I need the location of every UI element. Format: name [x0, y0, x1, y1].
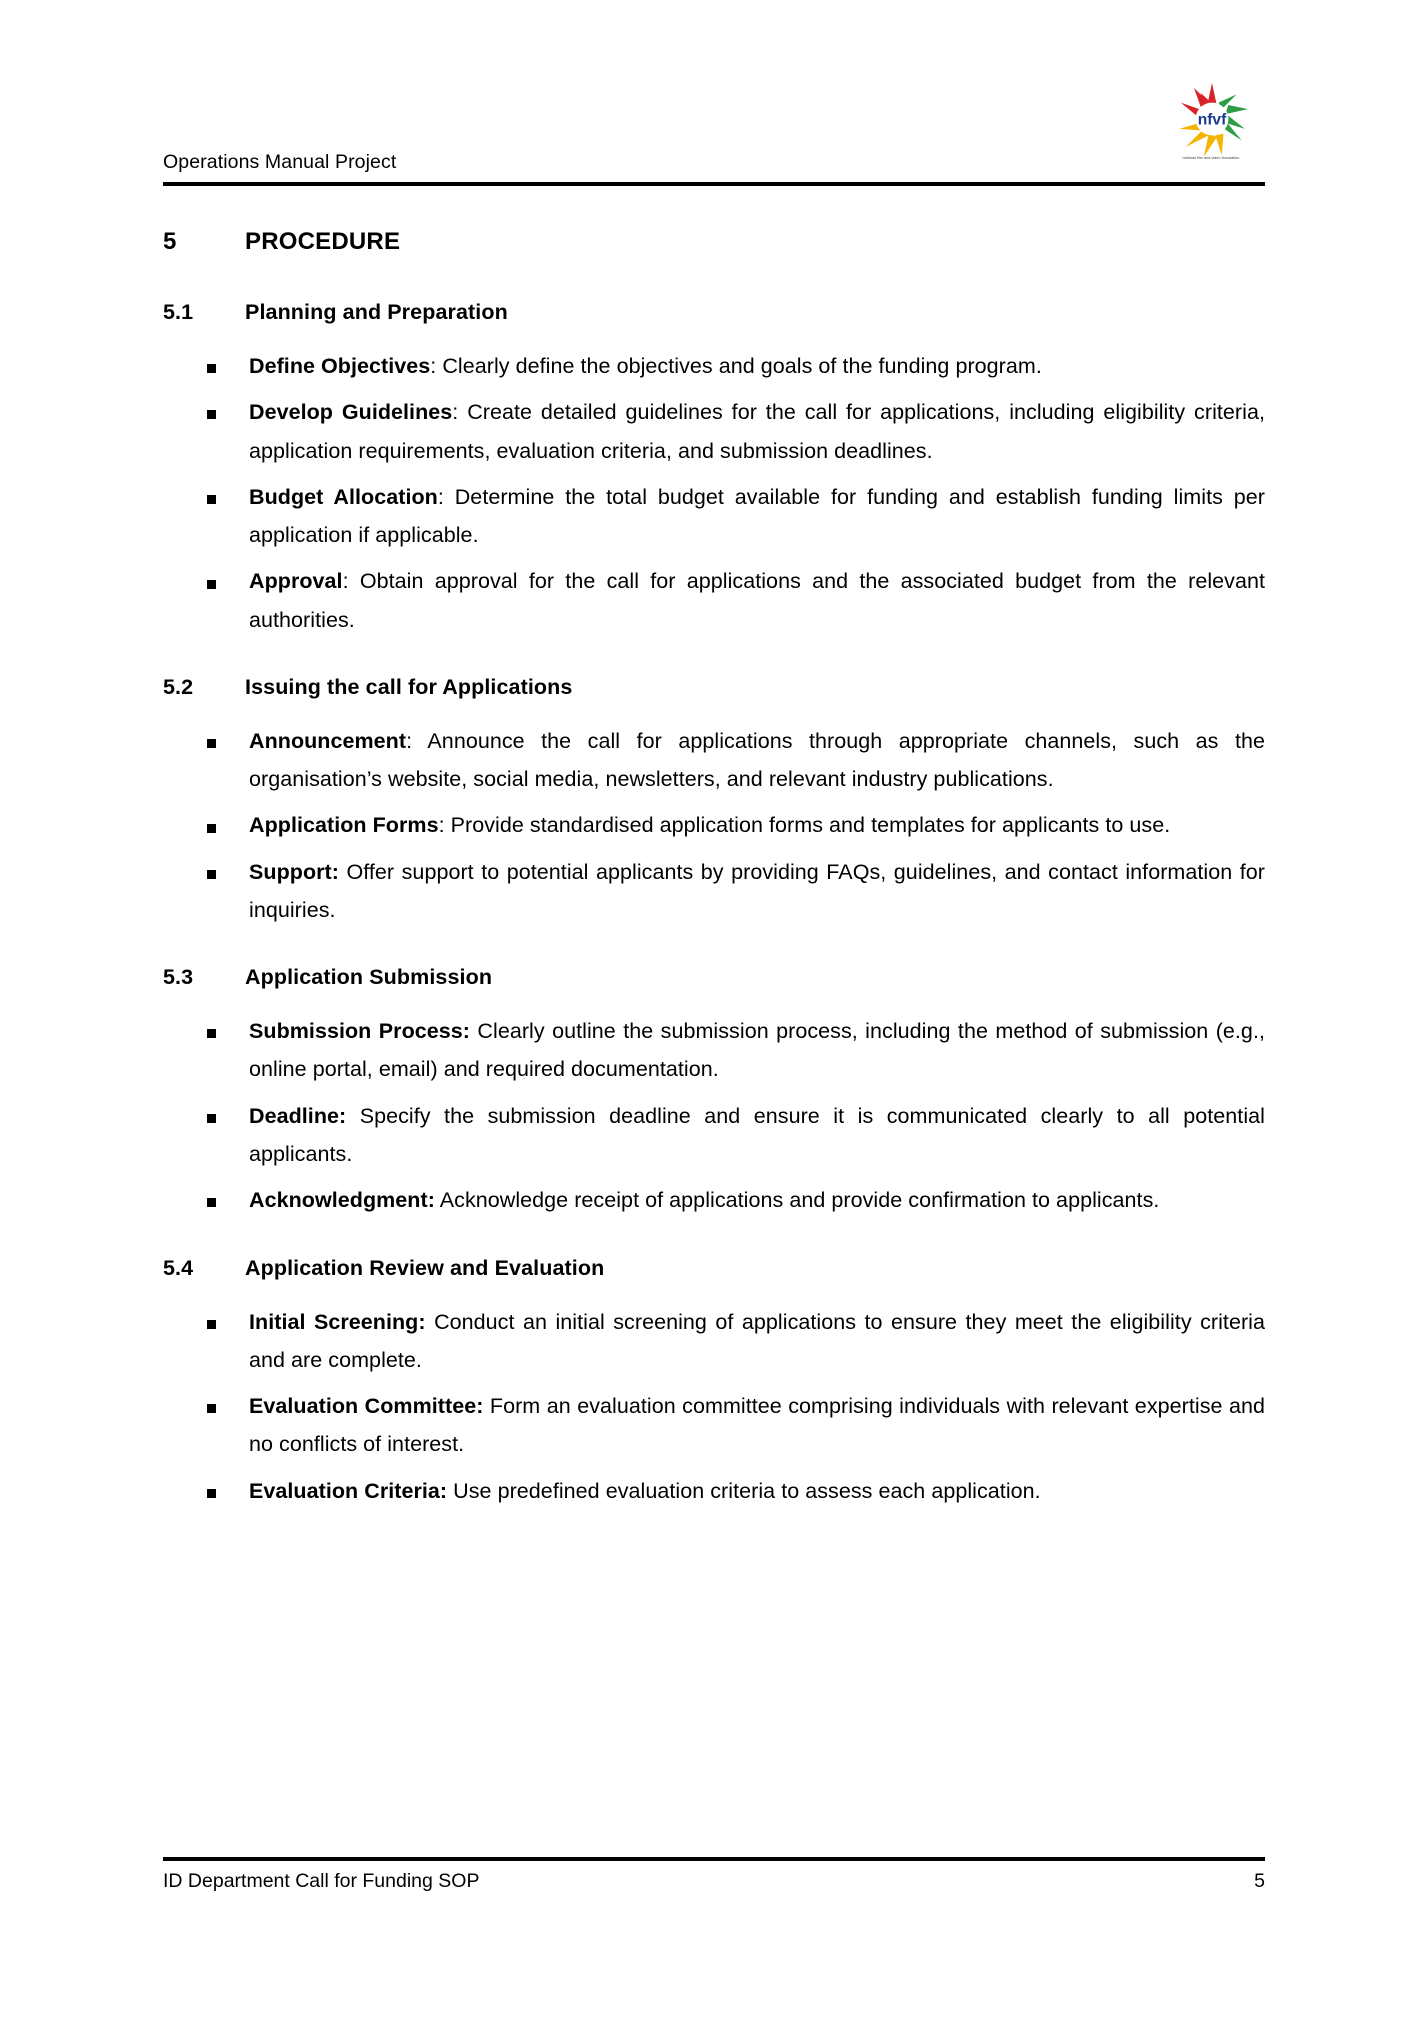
subsection-heading — [163, 675, 1265, 700]
page-footer — [163, 1857, 1265, 1893]
square-bullet-icon — [207, 1404, 216, 1413]
bullet-body: Clearly outline the submission process, including the method of submission (e.g., online portal, email) and required documentation. — [249, 1019, 1265, 1082]
bullet-lead: Support: — [249, 859, 339, 884]
bullet-separator: : — [452, 400, 468, 425]
bullet-separator: : — [430, 354, 443, 378]
bullet-item — [163, 1387, 1265, 1464]
bullet-lead: Announcement — [249, 728, 407, 753]
bullet-item — [163, 806, 1265, 844]
bullet-lead: Submission Process: — [249, 1019, 470, 1044]
footer-document-title: ID Department Call for Funding SOP — [163, 1870, 480, 1892]
bullet-item — [163, 1097, 1265, 1174]
bullet-item — [163, 478, 1265, 555]
square-bullet-icon — [207, 495, 216, 504]
subsection-number: 5.2 — [163, 674, 194, 699]
bullet-body: Acknowledge receipt of applications and provide confirmation to applicants. — [439, 1188, 1160, 1213]
bullet-body: Clearly define the objectives and goals of the funding program. — [442, 354, 1042, 378]
bullet-lead: Application Forms — [249, 813, 439, 838]
bullet-body: Obtain approval for the call for applications and the associated budget from the relevant authorities. — [249, 569, 1266, 632]
bullet-lead: Evaluation Criteria: — [249, 1478, 448, 1503]
square-bullet-icon — [207, 364, 216, 373]
subsection-heading — [163, 1256, 1265, 1281]
square-bullet-icon — [207, 580, 216, 589]
bullet-body: Determine the total budget available for funding and establish funding limits per application if applicable. — [249, 484, 1266, 548]
document-body — [163, 228, 1265, 1510]
sections-container — [163, 300, 1265, 1510]
bullet-lead: Acknowledgment: — [249, 1188, 435, 1213]
bullet-lead: Budget Allocation — [249, 484, 438, 509]
square-bullet-icon — [207, 870, 216, 879]
bullet-body: Conduct an initial screening of applications to ensure they meet the eligibility criteria and are complete. — [249, 1309, 1265, 1372]
square-bullet-icon — [207, 824, 216, 833]
subsection-title: Planning and Preparation — [245, 300, 508, 324]
bullet-body: Use predefined evaluation criteria to assess each application. — [453, 1478, 1041, 1503]
subsection-number: 5.3 — [163, 965, 194, 990]
bullet-body: Create detailed guidelines for the call for applications, including eligibility criteria, application requirements, evaluation criteria, and submission deadlines. — [249, 400, 1265, 463]
bullet-item — [163, 1181, 1265, 1219]
subsection-heading — [163, 965, 1265, 990]
bullet-item — [163, 347, 1265, 385]
square-bullet-icon — [207, 410, 216, 419]
bullet-separator: : — [342, 569, 360, 594]
footer-divider — [163, 1857, 1265, 1861]
page-header — [163, 100, 1265, 186]
bullet-lead: Approval — [249, 569, 343, 594]
bullet-separator — [426, 1310, 434, 1334]
bullet-lead: Deadline: — [249, 1103, 347, 1128]
subsection-title: Application Review and Evaluation — [245, 1255, 605, 1280]
svg-text:nfvf: nfvf — [1197, 111, 1227, 129]
subsection-number: 5.1 — [163, 300, 194, 324]
subsection-title: Application Submission — [245, 965, 493, 990]
subsection-number: 5.4 — [163, 1255, 194, 1280]
section-title: PROCEDURE — [245, 228, 401, 255]
square-bullet-icon — [207, 1489, 216, 1498]
bullet-item — [163, 853, 1265, 930]
footer-page-number: 5 — [1254, 1870, 1265, 1892]
bullet-list — [163, 347, 1265, 639]
bullet-list — [163, 1303, 1265, 1510]
bullet-body: Offer support to potential applicants by providing FAQs, guidelines, and contact information for inquiries. — [249, 859, 1265, 922]
bullet-body: Specify the submission deadline and ensure it is communicated clearly to all potential applicants. — [249, 1103, 1265, 1166]
bullet-body: Form an evaluation committee comprising individuals with relevant expertise and no conflicts of interest. — [249, 1394, 1265, 1457]
bullet-separator: : — [406, 728, 428, 753]
bullet-body: Announce the call for applications through appropriate channels, such as the organisation’s website, social media, newsletters, and relevant industry publications. — [249, 728, 1265, 792]
section-number: 5 — [163, 228, 177, 255]
bullet-lead: Initial Screening: — [249, 1309, 426, 1334]
bullet-item — [163, 562, 1265, 639]
bullet-separator — [346, 1104, 359, 1128]
bullet-body: Provide standardised application forms and templates for applicants to use. — [450, 813, 1171, 838]
section-heading-5 — [163, 228, 1265, 256]
nfvf-logo-icon — [1171, 78, 1253, 160]
bullet-item — [163, 393, 1265, 470]
subsection-title: Issuing the call for Applications — [245, 674, 573, 699]
bullet-separator: : — [437, 484, 455, 509]
square-bullet-icon — [207, 1029, 216, 1038]
square-bullet-icon — [207, 1198, 216, 1207]
bullet-item — [163, 1303, 1265, 1380]
logo-caption: national film and video foundation — [1182, 156, 1240, 160]
bullet-separator: : — [438, 813, 451, 838]
subsection-heading — [163, 300, 1265, 325]
bullet-item — [163, 1012, 1265, 1089]
bullet-list — [163, 1012, 1265, 1219]
square-bullet-icon — [207, 1320, 216, 1329]
bullet-item — [163, 722, 1265, 799]
bullet-item — [163, 1472, 1265, 1510]
bullet-list — [163, 722, 1265, 929]
bullet-lead: Develop Guidelines — [249, 400, 453, 425]
header-title: Operations Manual Project — [163, 151, 397, 173]
square-bullet-icon — [207, 1114, 216, 1123]
header-divider — [163, 182, 1265, 186]
bullet-lead: Evaluation Committee: — [249, 1394, 484, 1419]
bullet-lead: Define Objectives — [249, 354, 431, 378]
square-bullet-icon — [207, 739, 216, 748]
